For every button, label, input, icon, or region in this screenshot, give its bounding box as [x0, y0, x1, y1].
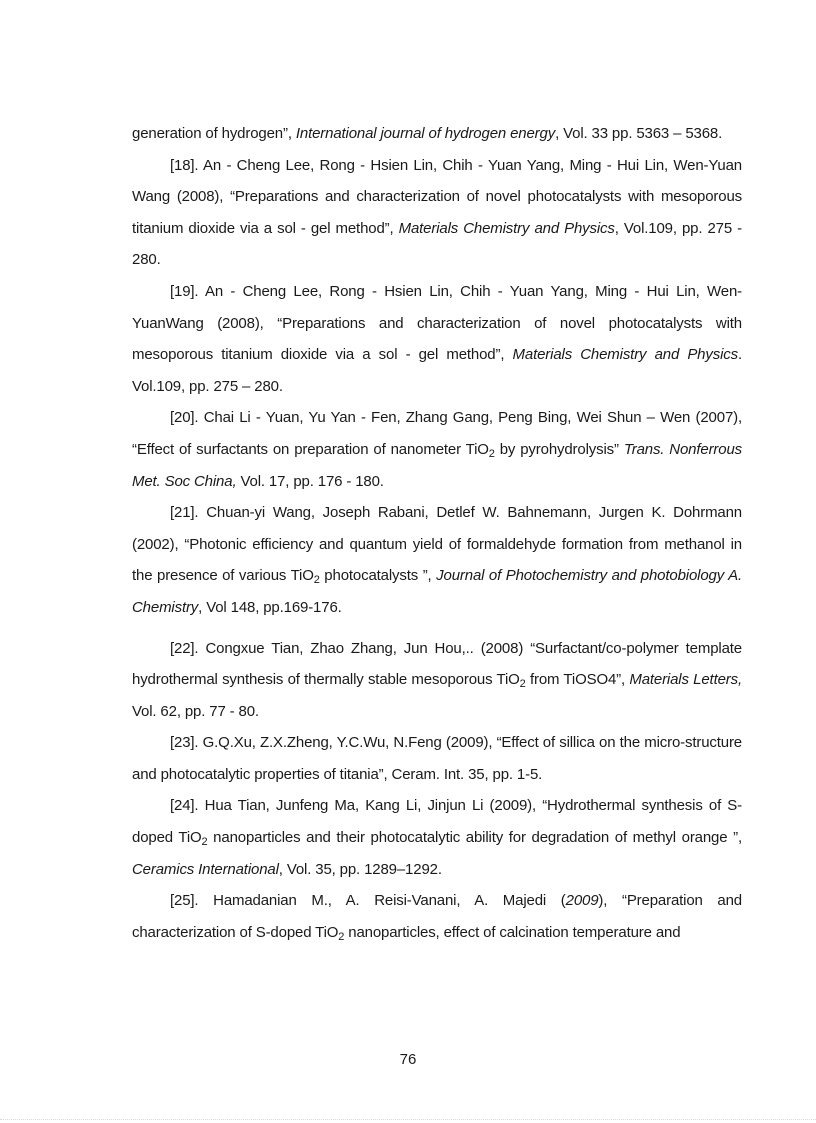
page-number: 76 — [399, 1051, 417, 1068]
reference-entry — [132, 276, 742, 402]
reference-text: , Vol. 33 pp. 5363 – 5368. — [555, 125, 723, 142]
italic-title: 2009 — [565, 892, 599, 910]
reference-text: generation of hydrogen”, — [132, 125, 296, 142]
reference-text: [21]. Chuan-yi Wang, Joseph Rabani, Detlef W. Bahnemann, Jurgen K. Dohrmann (2002), “Photonic efficiency and quantum yield of formaldehyde formation from methanol in the presence of various TiO — [132, 504, 742, 585]
reference-entry — [132, 727, 742, 790]
reference-text: , Vol. 35, pp. 1289–1292. — [278, 860, 442, 878]
reference-text: . Vol.109, pp. 275 – 280. — [132, 346, 742, 395]
italic-title: Materials Letters, — [629, 671, 742, 689]
subscript: 2 — [488, 447, 495, 460]
reference-text: [18]. An - Cheng Lee, Rong - Hsien Lin, Chih - Yuan Yang, Ming - Hui Lin, Wen-Yuan Wang (2008), “Preparations and characterization of novel photocatalysts with mesoporous titanium dioxide via a sol - gel method”, — [132, 156, 742, 237]
reference-text: nanoparticles and their photocatalytic ability for degradation of methyl orange ”, — [207, 829, 742, 847]
subscript: 2 — [201, 836, 208, 849]
subscript: 2 — [519, 678, 526, 691]
subscript: 2 — [338, 930, 345, 943]
italic-title: Materials Chemistry and Physics — [512, 346, 738, 364]
subscript: 2 — [313, 574, 320, 587]
reference-text: [22]. Congxue Tian, Zhao Zhang, Jun Hou,.. (2008) “Surfactant/co-polymer template hydrothermal synthesis of thermally stable mesoporous TiO — [132, 639, 742, 689]
reference-text: , Vol.109, pp. 275 - 280. — [132, 219, 742, 269]
reference-text: Vol. 62, pp. 77 - 80. — [132, 702, 259, 720]
reference-text: ), “Preparation and characterization of S-doped TiO — [132, 892, 743, 941]
reference-text: [25]. Hamadanian M., A. Reisi-Vanani, A. Majedi ( — [170, 892, 566, 910]
reference-text: Vol. 17, pp. 176 - 180. — [236, 472, 384, 490]
reference-entry — [132, 118, 742, 150]
italic-title: Materials Chemistry and Physics — [398, 219, 615, 237]
reference-text: [24]. Hua Tian, Junfeng Ma, Kang Li, Jinjun Li (2009), “Hydrothermal synthesis of S-doped TiO — [132, 797, 742, 847]
reference-text: [20]. Chai Li - Yuan, Yu Yan - Fen, Zhang Gang, Peng Bing, Wei Shun – Wen (2007), “Effect of surfactants on preparation of nanometer TiO — [132, 409, 742, 458]
reference-text: by pyrohydrolysis” — [494, 440, 624, 458]
reference-entry — [132, 885, 742, 948]
reference-text: [19]. An - Cheng Lee, Rong - Hsien Lin, Chih - Yuan Yang, Ming - Hui Lin, Wen-YuanWang (2008), “Preparations and characterization of novel photocatalysts with mesoporous titanium dioxide via a sol - gel method”, — [132, 282, 742, 364]
reference-entry — [132, 790, 742, 885]
italic-title: Trans. Nonferrous Met. Soc China, — [132, 440, 742, 490]
reference-text: photocatalysts ”, — [319, 567, 437, 585]
reference-text: [23]. G.Q.Xu, Z.X.Zheng, Y.C.Wu, N.Feng (2009), “Effect of sillica on the micro-structure and photocatalytic properties of titania”, Ceram. Int. 35, pp. 1-5. — [132, 734, 742, 783]
reference-text: nanoparticles, effect of calcination temperature and — [344, 923, 681, 941]
italic-title: International journal of hydrogen energy — [295, 125, 556, 142]
italic-title: Ceramics International — [132, 860, 279, 878]
page-bottom-border — [0, 1119, 816, 1120]
reference-entry — [132, 633, 742, 728]
reference-text: , Vol 148, pp.169-176. — [198, 598, 342, 616]
italic-title: Journal of Photochemistry and photobiology A. Chemistry — [132, 567, 742, 616]
reference-entry — [132, 497, 742, 623]
reference-list — [132, 118, 742, 948]
reference-text: from TiOSO4”, — [525, 671, 630, 689]
reference-entry — [132, 402, 742, 497]
reference-entry — [132, 150, 742, 276]
